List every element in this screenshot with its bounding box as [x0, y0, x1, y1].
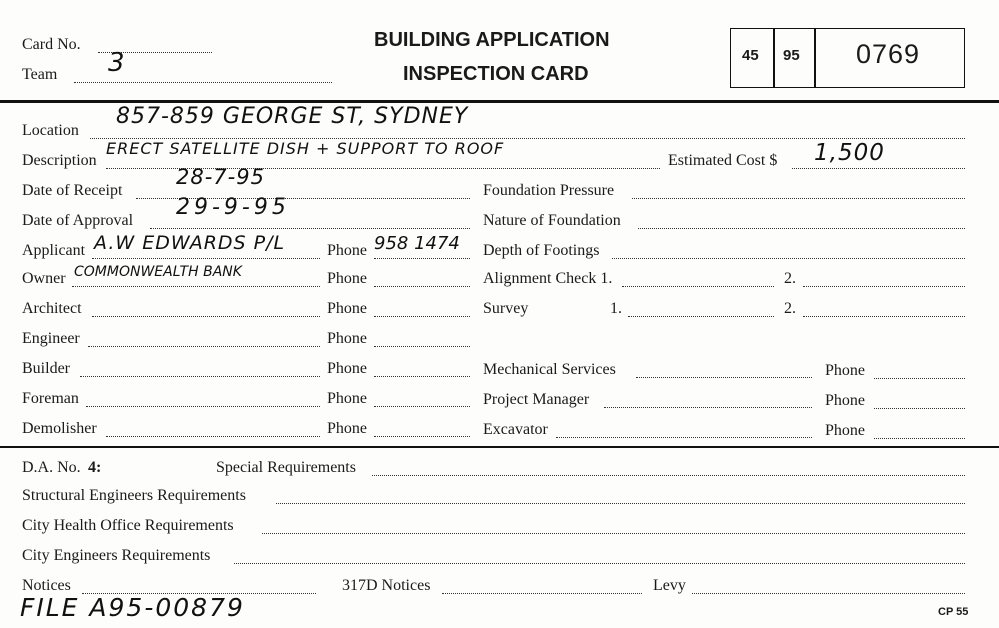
box-code-2: 95: [783, 47, 800, 64]
excavator-phone-dotted-line: [874, 438, 965, 439]
survey-2-label: 2.: [784, 300, 796, 317]
architect-dotted-line: [92, 316, 320, 317]
engineer-phone-dotted-line: [374, 346, 470, 347]
estimated-cost-value: 1,500: [814, 140, 885, 166]
city-engineers-dotted-line: [234, 563, 965, 564]
owner-dotted-line: [72, 286, 320, 287]
date-of-approval-value: 29-9-95: [176, 195, 290, 220]
applicant-value: A.W EDWARDS P/L: [94, 232, 286, 254]
location-label: Location: [22, 122, 79, 139]
excavator-dotted-line: [556, 437, 812, 438]
excavator-label: Excavator: [483, 421, 548, 438]
city-engineers-label: City Engineers Requirements: [22, 547, 211, 564]
estimated-cost-label: Estimated Cost $: [668, 152, 778, 169]
notices-317d-label: 317D Notices: [342, 577, 431, 594]
card-no-label: Card No.: [22, 36, 81, 53]
da-no-label: D.A. No.: [22, 459, 81, 476]
owner-phone-label: Phone: [327, 270, 367, 287]
foreman-label: Foreman: [22, 390, 79, 407]
structural-engineers-dotted-line: [276, 503, 965, 504]
team-label: Team: [22, 66, 58, 83]
survey-1-dotted-line: [628, 316, 774, 317]
demolisher-label: Demolisher: [22, 420, 97, 437]
city-health-label: City Health Office Requirements: [22, 517, 234, 534]
estimated-cost-dotted-line: [792, 168, 965, 169]
survey-2-dotted-line: [803, 316, 965, 317]
excavator-phone-label: Phone: [825, 422, 865, 439]
date-of-approval-label: Date of Approval: [22, 212, 134, 229]
mechanical-services-phone-label: Phone: [825, 362, 865, 379]
depth-of-footings-dotted-line: [612, 258, 965, 259]
foreman-dotted-line: [86, 406, 320, 407]
builder-phone-dotted-line: [374, 376, 470, 377]
owner-value: COMMONWEALTH BANK: [74, 264, 242, 280]
alignment-check-2-label: 2.: [784, 270, 796, 287]
demolisher-phone-label: Phone: [327, 420, 367, 437]
project-manager-dotted-line: [604, 407, 812, 408]
notices-label: Notices: [22, 577, 71, 594]
applicant-phone-dotted-line: [374, 258, 470, 259]
card-number-box: [730, 28, 965, 88]
applicant-phone-label: Phone: [327, 242, 367, 259]
engineer-label: Engineer: [22, 330, 80, 347]
title-line-2: INSPECTION CARD: [403, 63, 589, 85]
special-requirements-label: Special Requirements: [216, 459, 356, 476]
builder-phone-label: Phone: [327, 360, 367, 377]
foreman-phone-label: Phone: [327, 390, 367, 407]
project-manager-label: Project Manager: [483, 391, 590, 408]
applicant-label: Applicant: [22, 242, 86, 259]
date-of-approval-dotted-line: [150, 228, 470, 229]
demolisher-dotted-line: [106, 436, 320, 437]
box-code-1: 45: [742, 47, 759, 64]
card-number: 0769: [856, 39, 921, 69]
project-manager-phone-label: Phone: [825, 392, 865, 409]
notices-317d-dotted-line: [442, 593, 642, 594]
alignment-check-2-dotted-line: [803, 286, 965, 287]
box-divider-2: [814, 29, 816, 87]
da-no-mark: 4:: [88, 459, 102, 476]
architect-label: Architect: [22, 300, 82, 317]
architect-phone-label: Phone: [327, 300, 367, 317]
mechanical-services-dotted-line: [636, 377, 812, 378]
mechanical-services-label: Mechanical Services: [483, 361, 616, 378]
levy-dotted-line: [692, 593, 965, 594]
special-requirements-dotted-line: [372, 475, 965, 476]
foundation-pressure-dotted-line: [632, 198, 965, 199]
alignment-check-label: Alignment Check 1.: [483, 270, 613, 287]
mechanical-services-phone-dotted-line: [874, 378, 965, 379]
description-value: ERECT SATELLITE DISH + SUPPORT TO ROOF: [106, 139, 505, 158]
applicant-dotted-line: [92, 258, 320, 259]
title-line-1: BUILDING APPLICATION: [374, 29, 610, 51]
foreman-phone-dotted-line: [374, 406, 470, 407]
alignment-check-1-dotted-line: [622, 286, 774, 287]
city-health-dotted-line: [262, 533, 965, 534]
engineer-phone-label: Phone: [327, 330, 367, 347]
date-of-receipt-label: Date of Receipt: [22, 182, 123, 199]
survey-1-label: 1.: [610, 300, 622, 317]
foundation-pressure-label: Foundation Pressure: [483, 182, 615, 199]
location-value: 857-859 GEORGE ST, SYDNEY: [116, 104, 469, 129]
builder-label: Builder: [22, 360, 70, 377]
owner-phone-dotted-line: [374, 286, 470, 287]
levy-label: Levy: [653, 577, 686, 594]
architect-phone-dotted-line: [374, 316, 470, 317]
date-of-receipt-value: 28-7-95: [176, 165, 265, 189]
structural-engineers-label: Structural Engineers Requirements: [22, 487, 246, 504]
engineer-dotted-line: [88, 346, 320, 347]
survey-label: Survey: [483, 300, 529, 317]
team-dotted-line: [74, 82, 332, 83]
depth-of-footings-label: Depth of Footings: [483, 242, 600, 259]
applicant-phone-value: 958 1474: [374, 233, 460, 254]
description-label: Description: [22, 152, 97, 169]
form-code: CP 55: [938, 606, 969, 618]
builder-dotted-line: [80, 376, 320, 377]
team-value: 3: [108, 48, 126, 78]
nature-of-foundation-dotted-line: [638, 228, 965, 229]
project-manager-phone-dotted-line: [874, 408, 965, 409]
file-reference: FILE A95-00879: [20, 593, 245, 622]
nature-of-foundation-label: Nature of Foundation: [483, 212, 621, 229]
header-divider: [0, 100, 999, 103]
owner-label: Owner: [22, 270, 66, 287]
lower-section-divider: [0, 446, 999, 448]
box-divider-1: [773, 29, 775, 87]
demolisher-phone-dotted-line: [374, 436, 470, 437]
